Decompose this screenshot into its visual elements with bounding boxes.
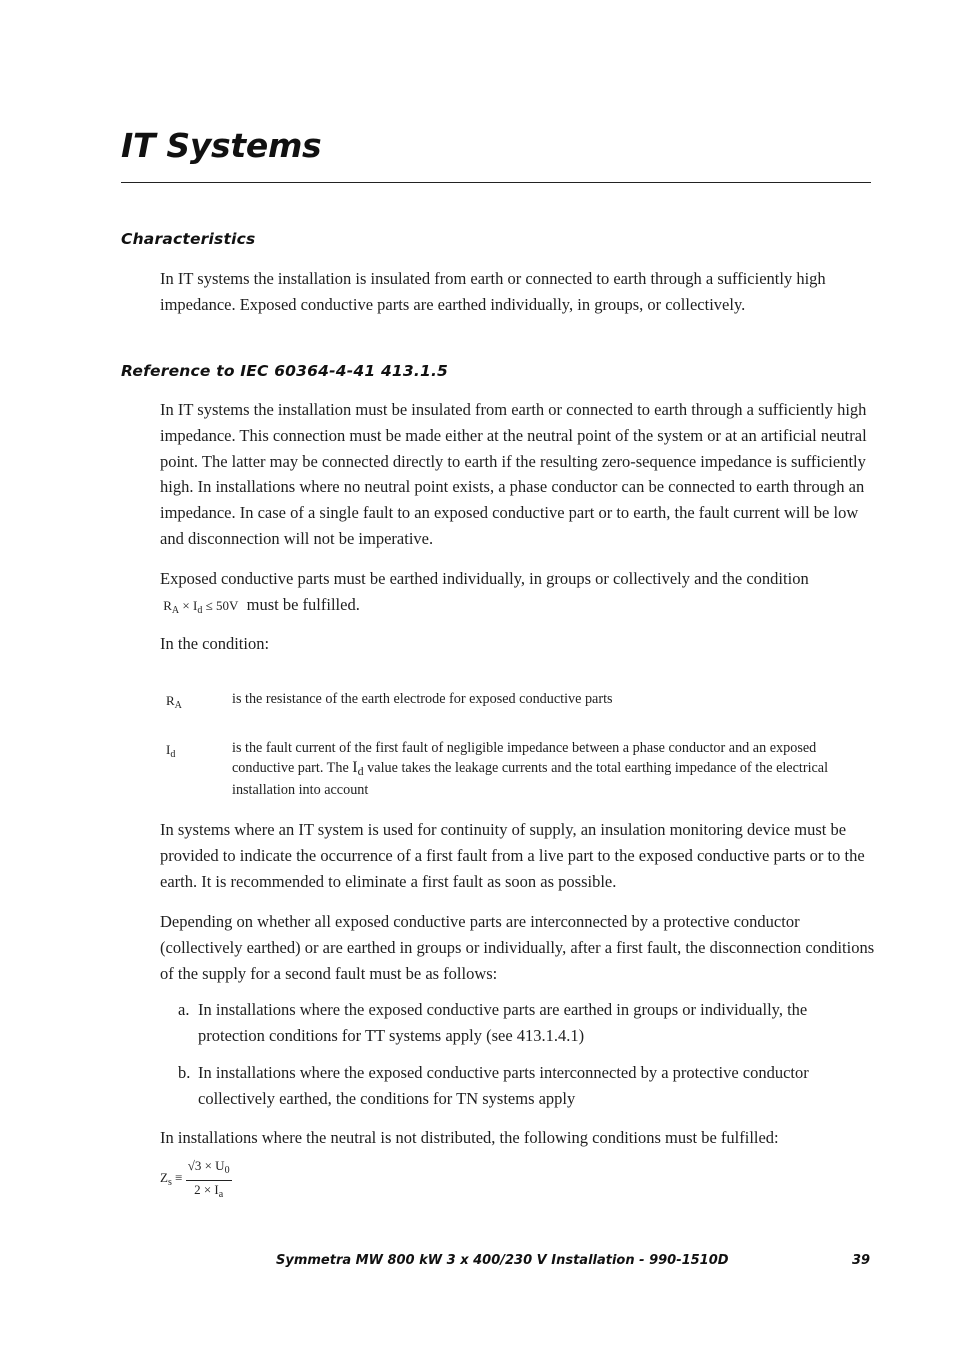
definition-desc-ra: is the resistance of the earth electrode for exposed conductive parts (232, 691, 613, 707)
page-title: IT Systems (121, 126, 322, 165)
inline-condition-formula: $R_A \times I_d \le 50V$ (163, 597, 239, 616)
paragraph-2-text: Exposed conductive parts must be earthed individually, in groups or collectively and the condition (160, 569, 809, 588)
reference-paragraph-3: In systems where an IT system is used for continuity of supply, an insulation monitoring device must be provided to indicate the occurrence of a first fault from a live part to the exposed conductive parts or to the earth. It is recommended to eliminate a first fault as soon as possible. (160, 820, 865, 891)
paragraph-2-tail: must be fulfilled. (246, 594, 360, 614)
footer-page-number: 39 (852, 1253, 871, 1268)
footer-document-title: Symmetra MW 800 kW 3 x 400/230 V Installation - 990-1510D (276, 1253, 729, 1268)
list-marker: a. (178, 1000, 190, 1019)
characteristics-paragraph: In IT systems the installation is insulated from earth or connected to earth through a sufficiently high impedance. Exposed conductive parts are earthed individually, in groups, or collectively. (160, 269, 826, 314)
title-divider (121, 182, 871, 183)
reference-paragraph-1: In IT systems the installation must be insulated from earth or connected to earth through a sufficiently high impedance. This connection must be made either at the neutral point of the system or at an artificial neutral point. The latter may be connected directly to earth if the resulting zero-sequence impedance is sufficiently high. In installations where no neutral point exists, a phase conductor can be connected to earth through an impedance. In case of a single fault to an exposed conductive part or to earth, the fault current will be low and disconnection will not be imperative. (160, 400, 867, 548)
list-item-text: In installations where the exposed conductive parts interconnected by a protective conductor collectively earthed, the conditions for TN systems apply (198, 1063, 809, 1108)
reference-paragraph-5: In installations where the neutral is not distributed, the following conditions must be fulfilled: (160, 1128, 779, 1147)
definition-term-id: $I_d$ (166, 742, 176, 760)
list-item-text: In installations where the exposed conductive parts are earthed in groups or individually, the protection conditions for TT systems apply (see 413.1.4.1) (198, 1000, 808, 1045)
impedance-formula: $Z_s$ ≡ $\frac{√3 \times U_0}{2 \times I_a}$ (160, 1158, 232, 1203)
definition-desc-id: is the fault current of the first fault of negligible impedance between a phase conductor and an exposed conductive part. The $I_d$ value takes the leakage currents and the total earthing impedance of the electrical installation into account (232, 740, 829, 798)
formula-fraction: $\frac{√3 \times U_0}{2 \times I_a}$ (187, 1158, 230, 1200)
section-heading-characteristics: Characteristics (121, 230, 256, 248)
reference-paragraph-2 (160, 566, 875, 624)
definition-term-ra: $R_A$ (166, 693, 182, 711)
reference-paragraph-4: Depending on whether all exposed conductive parts are interconnected by a protective conductor (collectively earthed) or are earthed in groups or individually, after a first fault, the disconnection conditions of the supply for a second fault must be as follows: (160, 912, 875, 983)
condition-intro: In the condition: (160, 634, 270, 653)
list-marker: b. (178, 1063, 191, 1082)
section-heading-reference: Reference to IEC 60364-4-41 413.1.5 (121, 362, 449, 380)
